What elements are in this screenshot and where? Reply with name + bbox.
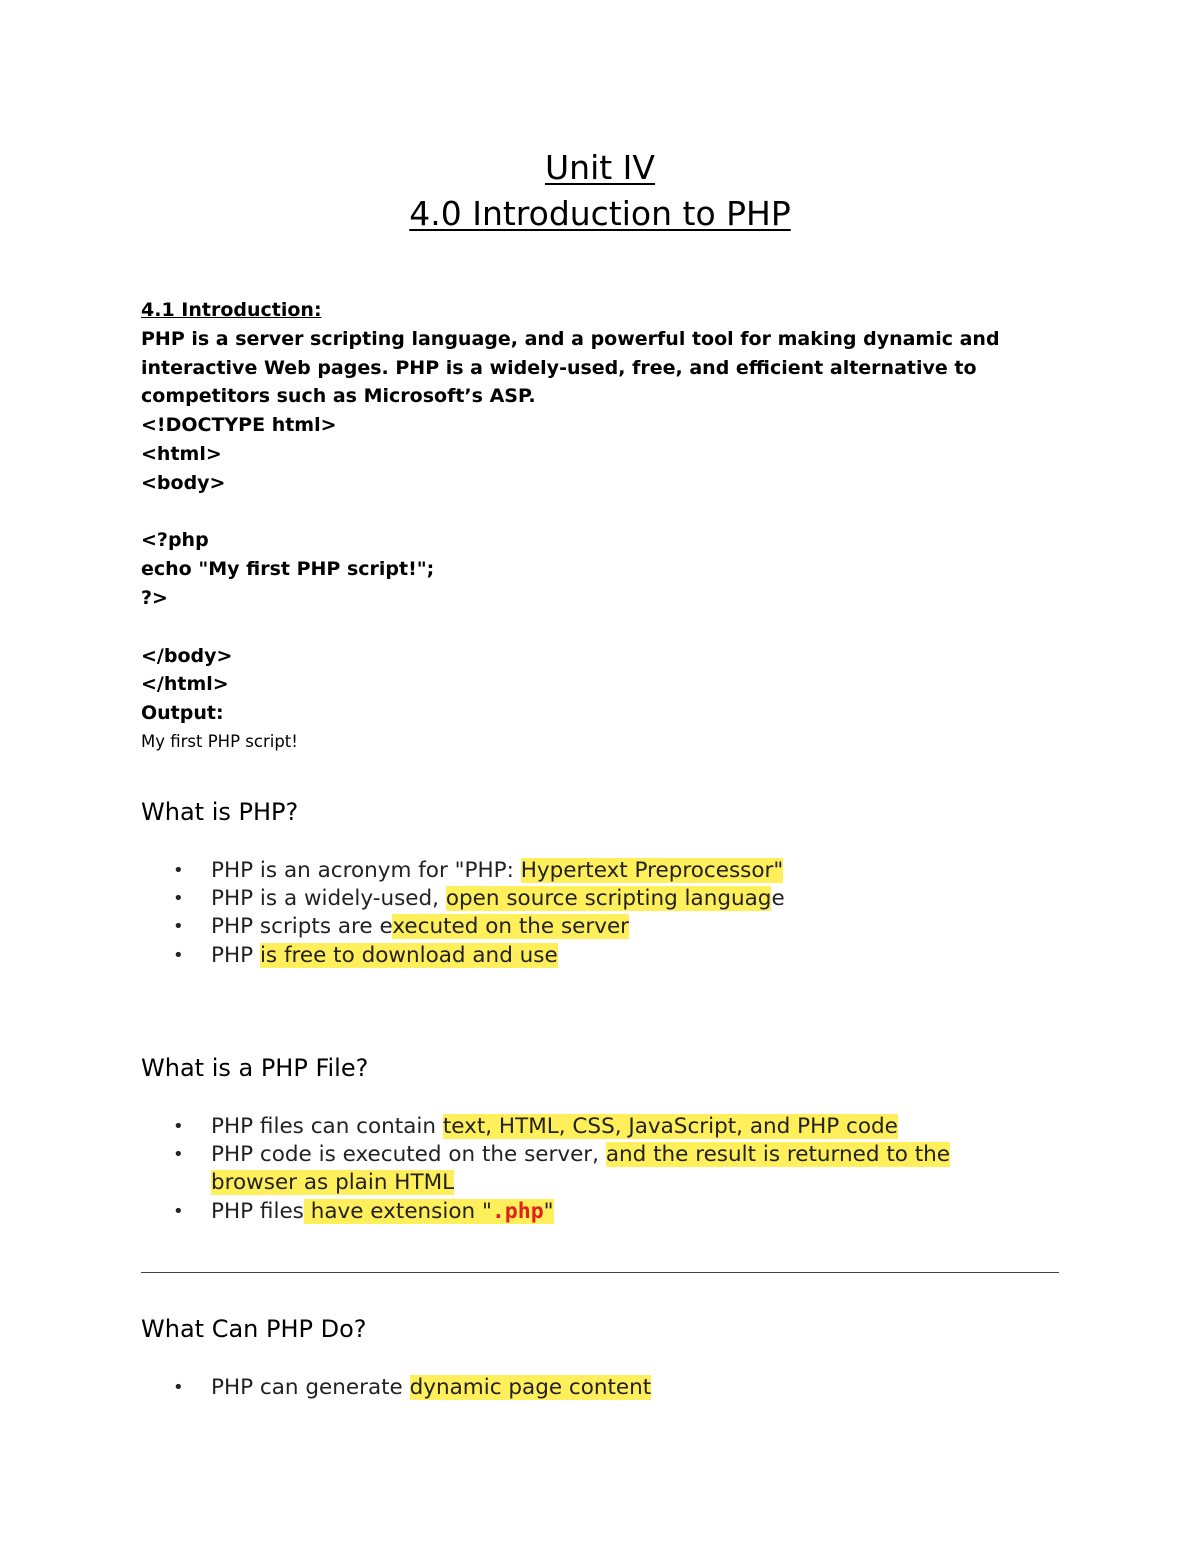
code-line: <?php — [141, 529, 209, 552]
what-can-php-do-list — [171, 1374, 1031, 1402]
unit-title: Unit IV — [545, 148, 655, 187]
list-item: • PHP is a widely-used, open source scripting language — [171, 885, 1031, 913]
intro-paragraph: PHP is a server scripting language, and a powerful tool for making dynamic and interactive Web pages. PHP is a widely-used, free, and efficient alternative to competitors such as Microsoft’s ASP. — [141, 327, 1000, 408]
code-line: <body> — [141, 471, 226, 494]
list-item: • PHP files can contain text, HTML, CSS, JavaScript, and PHP code — [171, 1113, 1031, 1141]
code-line: <!DOCTYPE html> — [141, 414, 337, 437]
blank-line — [141, 613, 1071, 642]
what-is-php-heading: What is PHP? — [141, 798, 299, 826]
what-is-php-file-list — [171, 1113, 1031, 1226]
chapter-title: 4.0 Introduction to PHP — [409, 194, 791, 233]
intro-section — [141, 296, 1071, 757]
list-item: • PHP is an acronym for "PHP: Hypertext Preprocessor" — [171, 857, 1031, 885]
code-line: ?> — [141, 586, 168, 609]
what-can-php-do-heading: What Can PHP Do? — [141, 1315, 367, 1343]
code-line: </html> — [141, 673, 229, 696]
list-item: • PHP scripts are executed on the server — [171, 913, 1031, 941]
list-item: • PHP code is executed on the server, and the result is returned to the browser as plain HTML — [171, 1141, 1031, 1197]
horizontal-divider — [141, 1272, 1059, 1273]
code-line: echo "My first PHP script!"; — [141, 558, 435, 581]
code-line: <html> — [141, 442, 222, 465]
php-extension: .php — [491, 1198, 544, 1224]
output-label: Output: — [141, 702, 224, 725]
what-is-php-file-heading: What is a PHP File? — [141, 1054, 369, 1082]
intro-heading: 4.1 Introduction: — [141, 299, 322, 321]
list-item: • PHP files have extension ".php" — [171, 1198, 1031, 1226]
output-text: My first PHP script! — [141, 731, 298, 751]
list-item: • PHP is free to download and use — [171, 942, 1031, 970]
list-item: • PHP can generate dynamic page content — [171, 1374, 1031, 1402]
extension-highlight: have extension ".php" — [303, 1198, 554, 1224]
what-is-php-list — [171, 857, 1031, 970]
blank-line — [141, 498, 1071, 527]
code-line: </body> — [141, 644, 233, 667]
